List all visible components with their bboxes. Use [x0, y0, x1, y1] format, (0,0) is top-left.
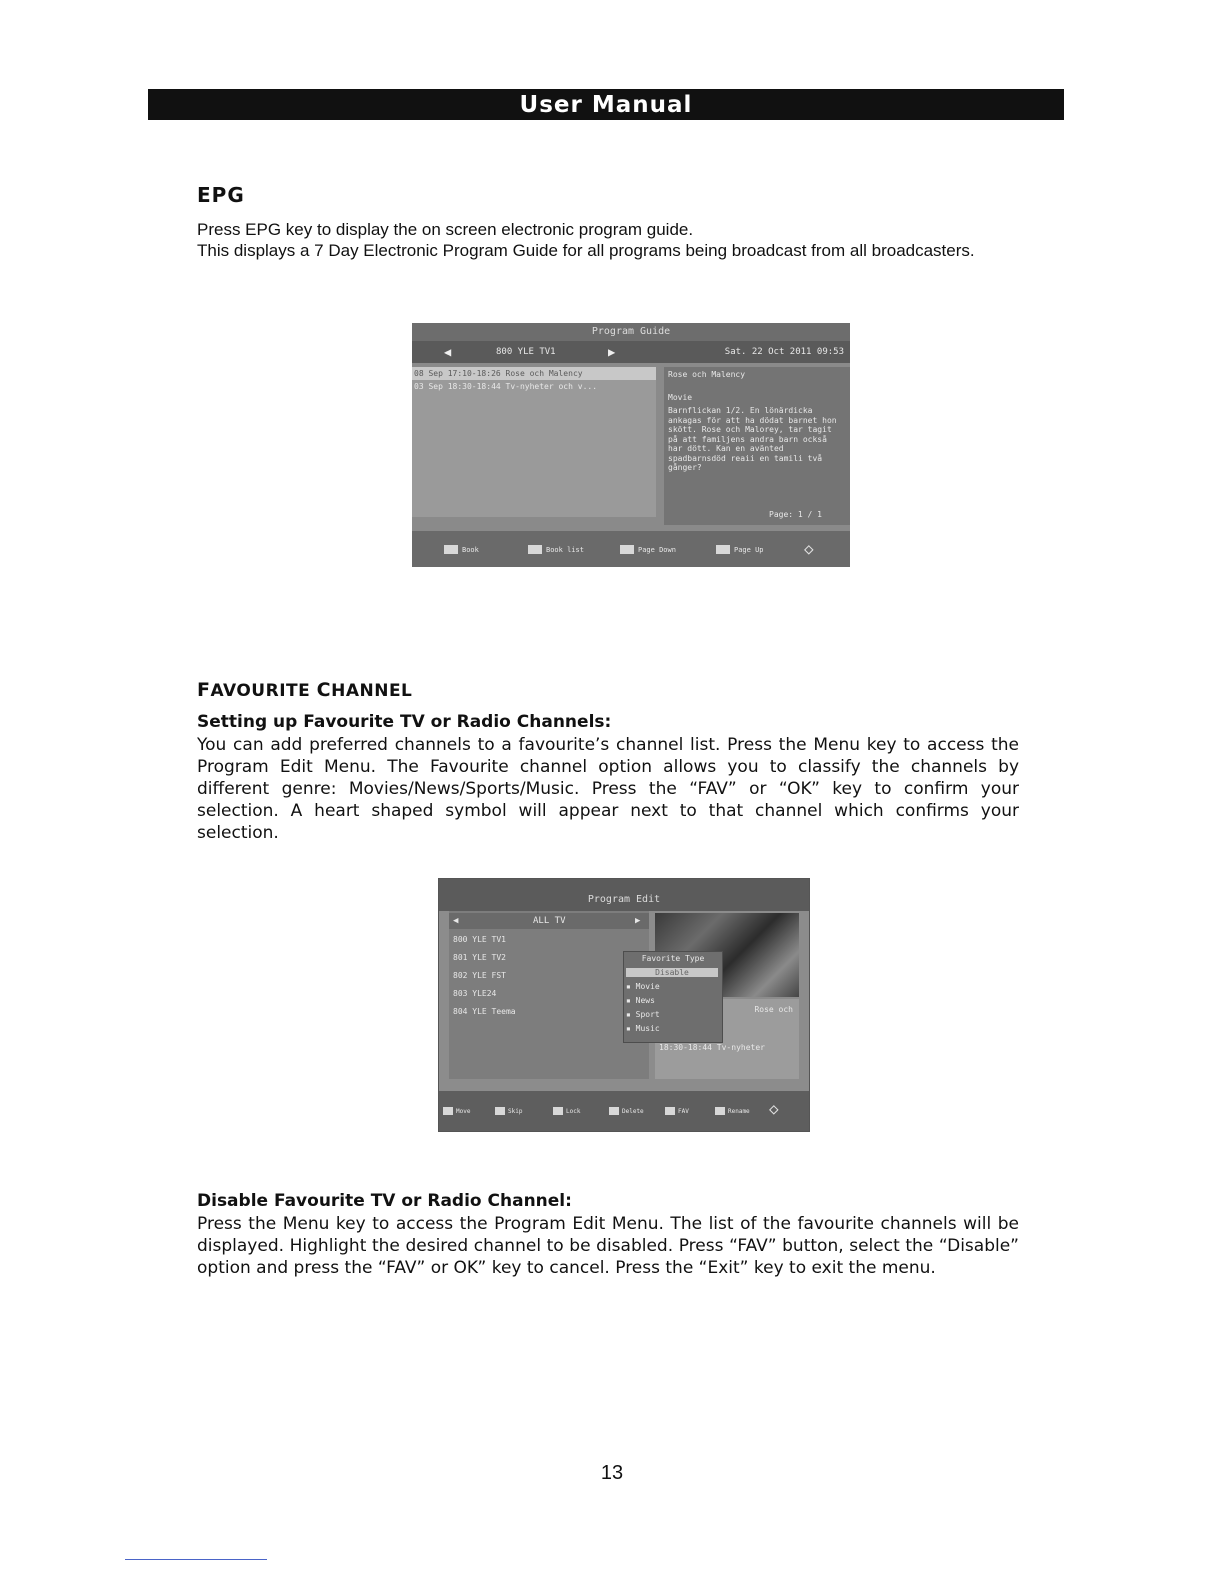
favourite-heading — [197, 679, 412, 701]
epg-heading: EPG — [197, 183, 245, 207]
footer-label: Rename — [728, 1107, 750, 1115]
key-icon — [444, 545, 458, 554]
event-list — [412, 367, 656, 517]
footer-page-down — [620, 545, 676, 554]
header-title: User Manual — [519, 91, 693, 118]
key-icon — [665, 1107, 675, 1115]
epg-line-2: This displays a 7 Day Electronic Program Guide for all programs being broadcast from all broadcasters. — [197, 241, 975, 260]
footer-label: Page Down — [638, 545, 676, 554]
footer-label: Skip — [508, 1107, 523, 1115]
edit-footer — [439, 1091, 809, 1131]
navigation-pad-icon: ◇ — [804, 539, 814, 558]
footer-label: Move — [456, 1107, 471, 1115]
epg-description — [197, 219, 1019, 261]
heading-cap: F — [197, 679, 211, 701]
channel-item: 800 YLE TV1 — [453, 935, 506, 944]
key-icon — [528, 545, 542, 554]
epg-line-1: Press EPG key to display the on screen electronic program guide. — [197, 220, 694, 239]
channel-name: 800 YLE TV1 — [496, 347, 556, 357]
key-icon — [495, 1107, 505, 1115]
arrow-left-icon: ◀ — [453, 916, 459, 926]
footer-label: Lock — [566, 1107, 581, 1115]
popup-item-movie: ▪ Movie — [626, 982, 660, 991]
disable-text: Press the Menu key to access the Program Edit Menu. The list of the favourite channels will be displayed. Highlight the desired channel to be disabled. Press “FAV” button, select the “Disable” option and press the “FAV” or OK” key to cancel. Press the “Exit” key to exit the menu. — [197, 1214, 1019, 1278]
bottom-rule — [125, 1559, 267, 1560]
channel-item: 803 YLE24 — [453, 989, 497, 998]
page-number: 13 — [600, 1462, 624, 1484]
popup-item-label: Movie — [635, 982, 660, 991]
guide-datetime: Sat. 22 Oct 2011 09:53 — [724, 347, 844, 357]
popup-item-label: News — [635, 996, 655, 1005]
popup-item-news: ▪ News — [626, 996, 655, 1005]
detail-page: Page: 1 / 1 — [769, 509, 822, 519]
detail-genre: Movie — [668, 392, 693, 402]
key-icon — [443, 1107, 453, 1115]
heading-rest: HANNEL — [331, 681, 413, 701]
channel-item: 804 YLE Teema — [453, 1007, 516, 1016]
key-icon — [716, 545, 730, 554]
footer-fav — [665, 1107, 689, 1115]
footer-skip — [495, 1107, 522, 1115]
footer-page-up — [716, 545, 764, 554]
header-bar — [148, 89, 1064, 120]
footer-move — [443, 1107, 470, 1115]
detail-title: Rose och Malency — [668, 370, 746, 379]
disable-heading: Disable Favourite TV or Radio Channel: — [197, 1191, 572, 1211]
setup-text: You can add preferred channels to a favourite’s channel list. Press the Menu key to access the Program Edit Menu. The Favourite channel option allows you to classify the channels by different genre: Movies/News/Sports/Music. Press the “FAV” or “OK” key to confirm your selection. A heart shaped symbol will appear next to that channel which confirms your selection. — [197, 735, 1019, 843]
channel-bar — [412, 341, 850, 363]
footer-label: Page Up — [734, 545, 764, 554]
popup-item-sport: ▪ Sport — [626, 1010, 660, 1019]
detail-text: Barnflickan 1/2. En lönärdicka ankagas för att ha dödat barnet hon skött. Rose och Malorey, tar tagit på att familjens andra barn också har dött. Kan en avänted spadbarnsdöd reaii en tamili två gånger? — [668, 406, 837, 472]
popup-item-music: ▪ Music — [626, 1024, 660, 1033]
program-edit-screenshot — [438, 878, 810, 1132]
footer-lock — [553, 1107, 580, 1115]
popup-item-disable: Disable — [626, 968, 718, 977]
key-icon — [609, 1107, 619, 1115]
key-icon — [715, 1107, 725, 1115]
group-bar — [449, 913, 649, 929]
event-detail — [664, 367, 850, 525]
event-item: 03 Sep 18:30-18:44 Tv-nyheter och v... — [414, 382, 598, 391]
footer-delete — [609, 1107, 644, 1115]
popup-item-label: Sport — [635, 1010, 660, 1019]
group-name: ALL TV — [533, 916, 566, 926]
info-name: Rose och — [754, 1005, 793, 1014]
footer-label: Delete — [622, 1107, 644, 1115]
favorite-type-popup — [623, 951, 723, 1043]
arrow-left-icon: ◀ — [444, 345, 452, 359]
channel-item: 801 YLE TV2 — [453, 953, 506, 962]
event-item: 08 Sep 17:10-18:26 Rose och Malency — [412, 367, 656, 380]
popup-item-label: Music — [635, 1024, 660, 1033]
popup-title: Favorite Type — [641, 954, 705, 963]
footer-label: Book list — [546, 545, 584, 554]
program-edit-title: Program Edit — [439, 879, 809, 911]
footer-label: FAV — [678, 1107, 689, 1115]
arrow-right-icon: ▶ — [608, 345, 616, 359]
guide-footer — [412, 531, 850, 567]
program-guide-title: Program Guide — [412, 323, 850, 341]
channel-list-panel — [449, 911, 649, 1079]
footer-rename — [715, 1107, 750, 1115]
info-time: 18:30-18:44 Tv-nyheter — [659, 1043, 765, 1052]
key-icon — [553, 1107, 563, 1115]
heading-rest: AVOURITE — [210, 681, 311, 701]
footer-book-list — [528, 545, 584, 554]
channel-item: 802 YLE FST — [453, 971, 506, 980]
navigation-pad-icon: ◇ — [769, 1099, 779, 1118]
heading-cap: C — [316, 679, 332, 701]
setup-heading: Setting up Favourite TV or Radio Channels: — [197, 712, 612, 732]
key-icon — [620, 545, 634, 554]
arrow-right-icon: ▶ — [635, 916, 641, 926]
footer-book — [444, 545, 479, 554]
footer-label: Book — [462, 545, 479, 554]
program-guide-screenshot — [412, 323, 850, 567]
